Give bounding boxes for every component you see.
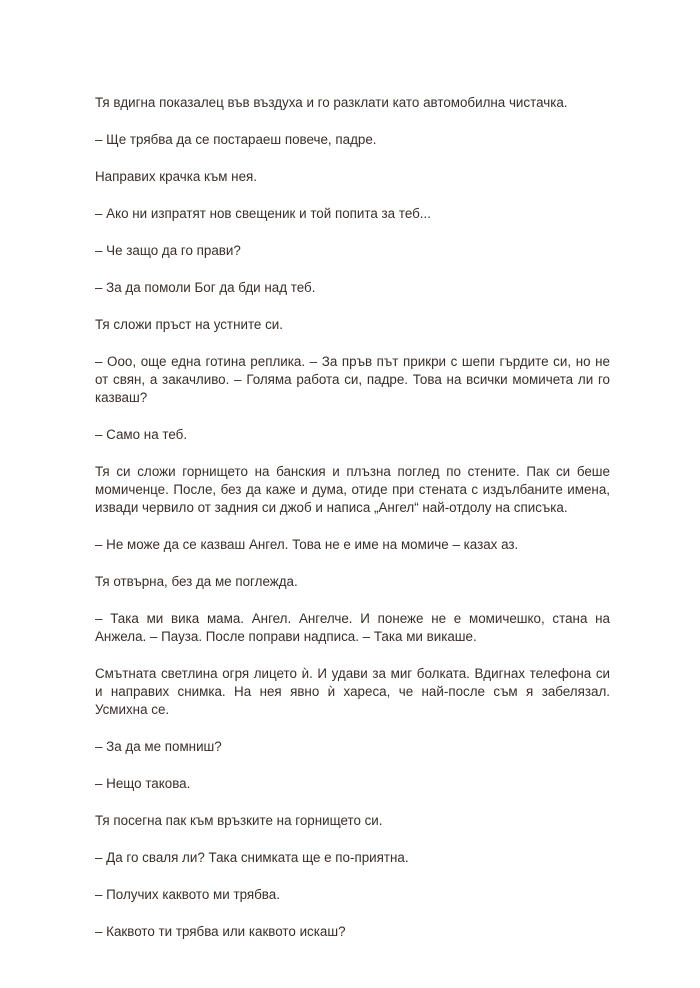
paragraph: – За да помоли Бог да бди над теб. [95, 280, 316, 295]
paragraph: Смътната светлина огря лицето ѝ. И удави за миг болката. Вдигнах телефона си и направих снимка. На нея явно ѝ хареса, че най-после съм я забелязал. Усмихна се. [95, 666, 610, 717]
paragraph: Тя сложи пръст на устните си. [95, 317, 283, 332]
paragraph: – Ооо, още една готина реплика. – За пръв път прикри с шепи гърдите си, но не от свян, а закачливо. – Голяма работа си, падре. Това на всички момичета ли го казваш? [95, 354, 610, 405]
paragraph: Тя вдигна показалец във въздуха и го разклати като автомобилна чистачка. [95, 95, 568, 110]
paragraph: Тя отвърна, без да ме поглежда. [95, 574, 298, 589]
paragraph: – Да го сваля ли? Така снимката ще е по-приятна. [95, 850, 409, 865]
paragraph: – Не може да се казваш Ангел. Това не е име на момиче – казах аз. [95, 537, 519, 552]
paragraph: Направих крачка към нея. [95, 169, 257, 184]
paragraph: – Така ми вика мама. Ангел. Ангелче. И понеже не е момичешко, стана на Анжела. – Пауза. После поправи надписа. – Така ми викаше. [95, 611, 610, 644]
paragraph: – Получих каквото ми трябва. [95, 887, 280, 902]
paragraph: – Само на теб. [95, 427, 188, 442]
paragraph: – За да ме помниш? [95, 739, 222, 754]
paragraph: – Ще трябва да се постараеш повече, падре. [95, 132, 377, 147]
paragraph: – Нещо такова. [95, 776, 191, 791]
paragraph: Тя си сложи горнището на банския и плъзна поглед по стените. Пак си беше момиченце. После, без да каже и дума, отиде при стената с издълбаните имена, извади червило от задния си джоб и написа „Ангел“ най-отдолу на списъка. [95, 464, 610, 515]
paragraph: – Ако ни изпратят нов свещеник и той попита за теб... [95, 206, 431, 221]
paragraph: Тя посегна пак към връзките на горнището си. [95, 813, 383, 828]
body-text [95, 94, 610, 960]
paragraph: – Че защо да го прави? [95, 243, 241, 258]
paragraph: – Каквото ти трябва или каквото искаш? [95, 924, 346, 939]
